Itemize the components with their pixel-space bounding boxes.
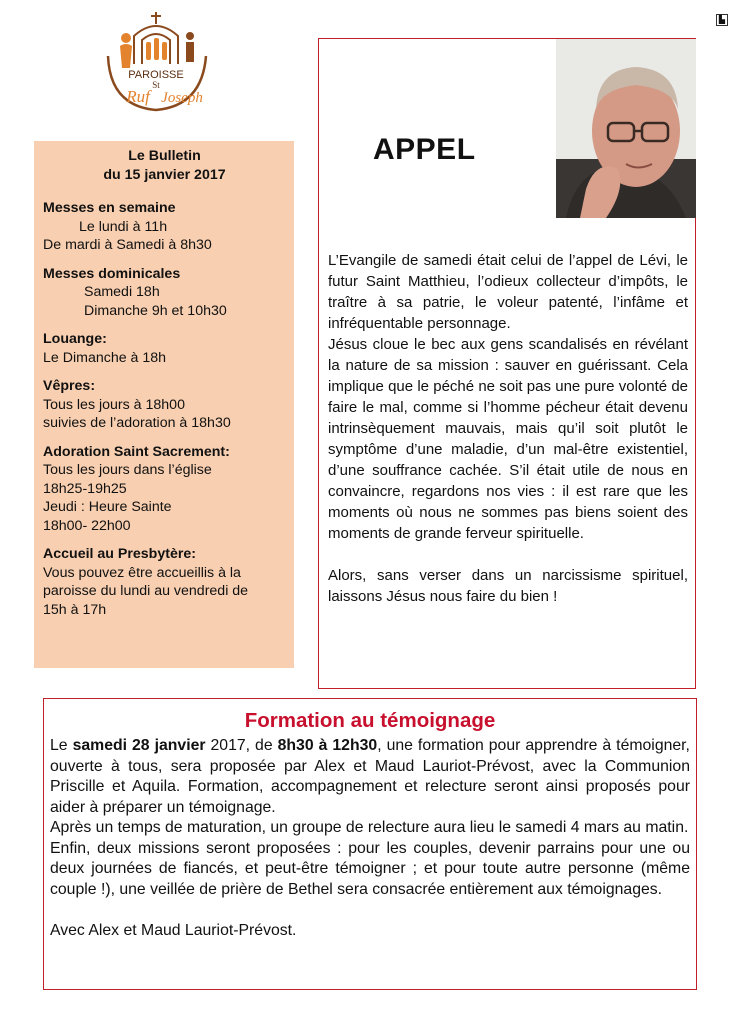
formation-body bbox=[50, 736, 690, 941]
formation-paragraph bbox=[50, 736, 690, 818]
louange-heading: Louange: bbox=[43, 331, 107, 347]
bulletin-date: du 15 janvier 2017 bbox=[103, 166, 226, 183]
vepres-line: suivies de l’adoration à 18h30 bbox=[43, 415, 231, 431]
bulletin-sidebar bbox=[34, 141, 294, 668]
louange-line: Le Dimanche à 18h bbox=[43, 349, 167, 366]
page-corner-icon: ▙ bbox=[716, 14, 728, 26]
adoration-line: 18h25-19h25 bbox=[43, 480, 127, 497]
logo-text-ruf: Ruf bbox=[126, 87, 150, 106]
portrait-photo bbox=[556, 39, 696, 218]
appel-paragraph: Jésus cloue le bec aux gens scandalisés en révélant la nature de sa mission : sauver en guérissant. Cela implique que le péché ne soit pas une pure volonté de faire le mal, comme si l’homme pécheur était devenu intrinsèquement mauvais, mais qu’il soit plutôt le symptôme d’une maladie, d’un mal-être existentiel, d’une souffrance cachée. S’il était utile de nous en convaincre, regardons nos vies : il est rare que les moments où nous ne sommes pas biens soient des moments de grande ferveur spirituelle. bbox=[328, 336, 688, 542]
semaine-line: Le lundi à 11h bbox=[79, 218, 168, 235]
appel-paragraph: L’Evangile de samedi était celui de l’appel de Lévi, le futur Saint Matthieu, l’odieux collecteur d’impôts, le traître à sa patrie, le voleur patenté, l’infâme et infréquentable personnage. bbox=[328, 252, 688, 332]
text-run: Le bbox=[50, 737, 73, 754]
accueil-line: Vous pouvez être accueillis à la bbox=[43, 564, 241, 581]
logo-text-paroisse: PAROISSE bbox=[128, 69, 184, 81]
logo-text-joseph: Joseph bbox=[161, 90, 203, 106]
semaine-heading: Messes en semaine bbox=[43, 200, 176, 216]
formation-signature: Avec Alex et Maud Lauriot-Prévost. bbox=[50, 921, 297, 939]
parish-logo bbox=[98, 6, 216, 126]
formation-paragraph: Après un temps de maturation, un groupe de relecture aura lieu le samedi 4 mars au matin. bbox=[50, 819, 689, 836]
formation-paragraph: Enfin, deux missions seront proposées : pour les couples, devenir parrains pour une ou deux journées de fiancés, et peut-être témoigner ; et pour toute autre personne (même couple !), une veillée de prière de Bethel sera consacrée entièrement aux témoignages. bbox=[50, 839, 690, 898]
bulletin-title: Le Bulletin bbox=[128, 148, 201, 164]
text-run: 2017, de bbox=[205, 737, 278, 754]
dominicales-line: Dimanche 9h et 10h30 bbox=[84, 302, 227, 319]
adoration-line: 18h00- 22h00 bbox=[43, 517, 131, 534]
semaine-line: De mardi à Samedi à 8h30 bbox=[43, 237, 212, 253]
vepres-line: Tous les jours à 18h00 bbox=[43, 396, 185, 413]
accueil-line: paroisse du lundi au vendredi de bbox=[43, 583, 249, 599]
appel-title: APPEL bbox=[373, 133, 476, 166]
accueil-line: 15h à 17h bbox=[43, 601, 107, 618]
text-run: , une formation pour apprendre à témoigner, ouverte à tous, sera proposée par Alex et Maud Lauriot-Prévost, avec la Communion Priscille et Aquila. Formation, accompagnement et relecture seront ainsi proposés pour aider à préparer un témoignage. bbox=[50, 737, 690, 816]
dominicales-heading: Messes dominicales bbox=[43, 265, 181, 282]
appel-body bbox=[328, 250, 688, 607]
logo-text-st: St bbox=[152, 80, 160, 90]
appel-paragraph: Alors, sans verser dans un narcissisme spirituel, laissons Jésus nous faire du bien ! bbox=[328, 567, 688, 605]
adoration-line: Tous les jours dans l’église bbox=[43, 462, 212, 478]
formation-title: Formation au témoignage bbox=[244, 709, 496, 732]
time-emphasis: 8h30 à 12h30 bbox=[277, 737, 378, 754]
vepres-heading: Vêpres: bbox=[43, 378, 96, 394]
adoration-line: Jeudi : Heure Sainte bbox=[43, 499, 172, 515]
accueil-heading: Accueil au Presbytère: bbox=[43, 546, 196, 562]
date-emphasis: samedi 28 janvier bbox=[72, 737, 206, 754]
adoration-heading: Adoration Saint Sacrement: bbox=[43, 443, 230, 460]
dominicales-line: Samedi 18h bbox=[84, 284, 160, 300]
